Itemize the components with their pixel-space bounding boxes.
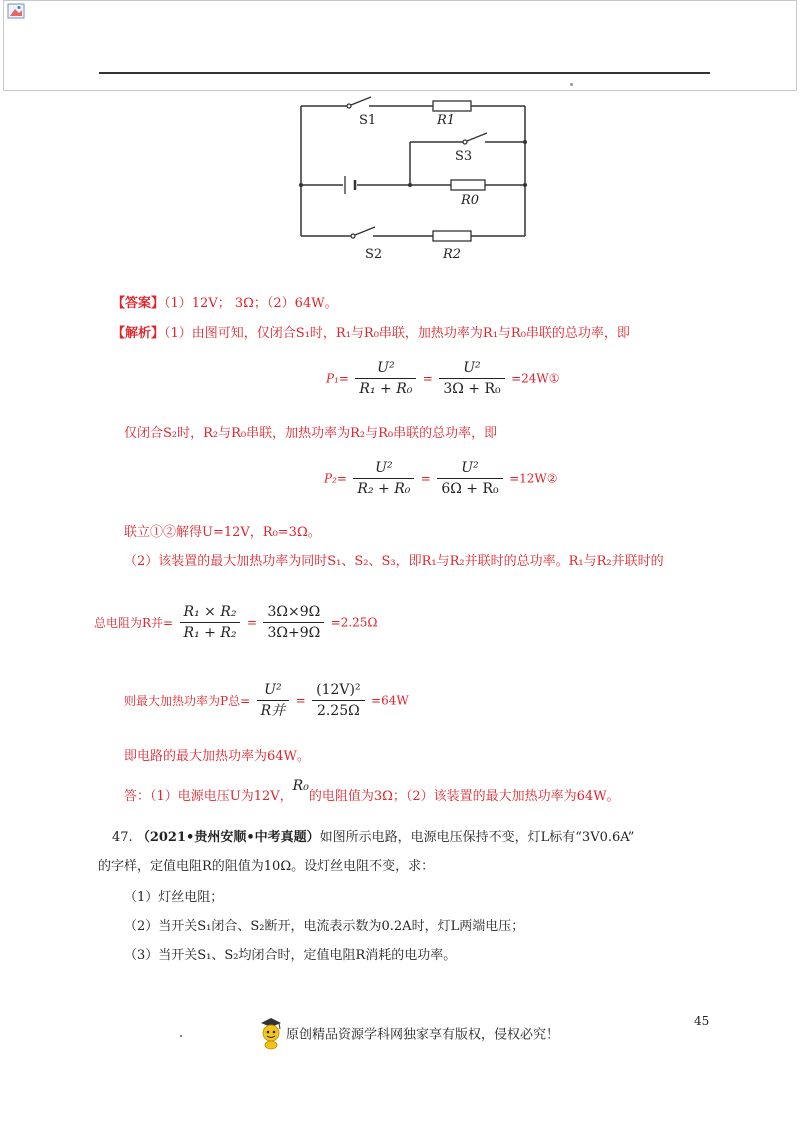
page-number: 45 (694, 1014, 710, 1028)
header-dot (570, 83, 573, 86)
problem-47-question-1: （1）灯丝电阻； (124, 890, 224, 905)
analysis-line-3: 联立①②解得U=12V，R₀=3Ω。 (124, 525, 321, 540)
eq4-lhs: 则最大加热功率为P总= (124, 694, 251, 708)
eq3-frac-2: $\frac{3\Omega\times 9\Omega}{3\Omega+9\Omega}$ (263, 602, 324, 643)
eq2-rhs: =12W② (509, 471, 558, 486)
equation-p1: P₁= $\frac{\text{U²}}{\text{R₁ + R₀}}$ = $\frac{\text{U²}}{\text{3Ω + R₀}}$ =24W① (326, 360, 560, 397)
label-s2: S2 (365, 247, 383, 262)
broken-image-icon (7, 3, 25, 19)
header-divider (99, 72, 710, 74)
label-r2: R2 (443, 247, 462, 262)
problem-47-line-1 (112, 829, 634, 847)
eq2-lhs: P₂= (324, 471, 347, 486)
equation-r-parallel: 总电阻为R并= $\frac{\text{R₁ × R₂}}{\text{R₁ + R₂}}$ = $\frac{3\Omega\times 9\Omega}{3\Omega+9\Omega}$ =2.25Ω (94, 604, 378, 641)
problem-47-question-2: （2）当开关S₁闭合、S₂断开，电流表示数为0.2A时，灯L两端电压； (124, 919, 525, 934)
final-answer-a: 答：（1）电源电压U为12V， (124, 789, 293, 804)
analysis-line-5: 即电路的最大加热功率为64W。 (124, 749, 310, 764)
problem-source: （2021•贵州安顺•中考真题） (136, 830, 320, 845)
analysis-line-1 (112, 325, 630, 343)
answer-text: （1）12V； 3Ω；（2）64W。 (164, 296, 338, 311)
eq1-rhs: =24W① (511, 371, 560, 386)
eq4-rhs: =64W (371, 693, 409, 708)
label-s3: S3 (455, 149, 473, 164)
eq3-rhs: =2.25Ω (330, 615, 378, 630)
eq2-frac-2: $\frac{\text{U²}}{\text{6Ω + R₀}}$ (437, 458, 502, 499)
problem-47-question-3: （3）当开关S₁、S₂均闭合时，定值电阻R消耗的电功率。 (124, 948, 457, 963)
eq2-frac-1: $\frac{\text{U²}}{\text{R₂ + R₀}}$ (353, 458, 414, 499)
equation-p-max: 则最大加热功率为P总= $\frac{\text{U²}}{\text{R并}}$ = $\frac{\text{(12V)²}}{2.25\Omega}$ =64W (124, 682, 409, 719)
footer-dot (180, 1035, 182, 1037)
equation-p2: P₂= $\frac{\text{U²}}{\text{R₂ + R₀}}$ = $\frac{\text{U²}}{\text{6Ω + R₀}}$ =12W② (324, 460, 558, 497)
eq4-frac-1: $\frac{\text{U²}}{\text{R并}}$ (257, 680, 290, 721)
label-s1: S1 (359, 113, 377, 128)
label-r0: R0 (461, 193, 480, 208)
label-r1: R1 (437, 113, 456, 128)
eq1-frac-1: $\frac{\text{U²}}{\text{R₁ + R₀}}$ (355, 358, 416, 399)
final-answer-line (124, 778, 620, 806)
answer-line (112, 295, 338, 313)
analysis-text-1: （1）由图可知，仅闭合S₁时，R₁与R₀串联，加热功率为R₁与R₀串联的总功率，即 (164, 326, 630, 341)
final-answer-symbol: R₀ (292, 778, 309, 794)
problem-47-line-2: 的字样，定值电阻R的阻值为10Ω。设灯丝电阻不变，求： (98, 859, 435, 874)
answer-tag: 【答案】 (112, 296, 165, 311)
eq1-frac-2: $\frac{\text{U²}}{\text{3Ω + R₀}}$ (439, 358, 504, 399)
page-header (3, 0, 797, 91)
final-answer-b: 的电阻值为3Ω；（2）该装置的最大加热功率为64W。 (308, 789, 620, 804)
circuit-diagram (285, 92, 535, 270)
eq4-frac-2: $\frac{\text{(12V)²}}{2.25\Omega}$ (312, 680, 364, 721)
eq1-lhs: P₁= (326, 371, 349, 386)
mascot-logo-icon (258, 1016, 284, 1050)
eq3-frac-1: $\frac{\text{R₁ × R₂}}{\text{R₁ + R₂}}$ (180, 602, 241, 643)
problem-text-1: 如图所示电路，电源电压保持不变，灯L标有“3V0.6A” (319, 830, 635, 845)
analysis-line-4: （2）该装置的最大加热功率为同时S₁、S₂、S₃，即R₁与R₂并联时的总功率。R₁与R₂并联时的 (124, 554, 664, 569)
copyright-text: 原创精品资源学科网独家享有版权，侵权必究！ (286, 1027, 560, 1043)
eq3-lhs: 总电阻为R并= (94, 616, 174, 630)
footer-copyright (258, 1016, 559, 1050)
analysis-line-2: 仅闭合S₂时，R₂与R₀串联，加热功率为R₂与R₀串联的总功率，即 (124, 426, 498, 441)
problem-number: 47. (112, 830, 133, 845)
analysis-tag: 【解析】 (112, 326, 165, 341)
